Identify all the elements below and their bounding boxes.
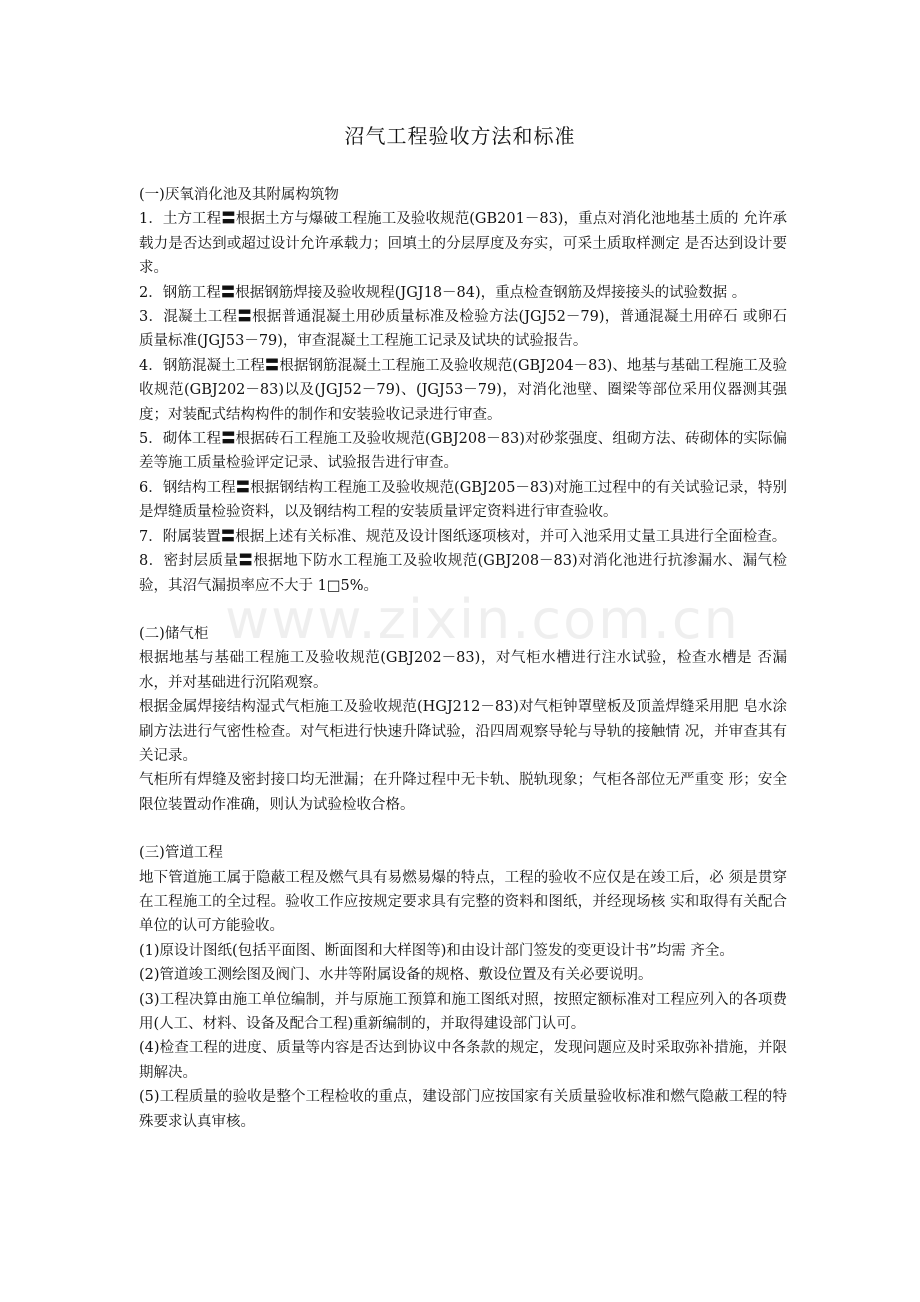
paragraph: (1)原设计图纸(包括平面图、断面图和大样图等)和由设计部门签发的变更设计书”均需 齐全。 [139, 942, 734, 959]
paragraph: (3)工程决算由施工单位编制，并与原施工预算和施工图纸对照，按照定额标准对工程应列入的各项费用(人工、材料、设备及配合工程)重新编制的，并取得建设部门认可。 [139, 991, 787, 1032]
paragraph: 7．附属装置〓根据上述有关标准、规范及设计图纸逐项核对，并可入池采用丈量工具进行全面检查。 [139, 528, 787, 545]
paragraph: 8．密封层质量〓根据地下防水工程施工及验收规范(GBJ208－83)对消化池进行抗渗漏水、漏气检验，其沼气漏损率应不大于 1□5%。 [139, 553, 787, 594]
paragraph: 气柜所有焊缝及密封接口均无泄漏；在升降过程中无卡轨、脱轨现象；气柜各部位无严重变 形；安全限位装置动作准确，则认为试验检收合格。 [139, 772, 787, 813]
paragraph: 6．钢结构工程〓根据钢结构工程施工及验收规范(GBJ205－83)对施工过程中的有关试验记录，特别是焊缝质量检验资料，以及钢结构工程的安装质量评定资料进行审查验收。 [139, 479, 787, 521]
section-heading-2: (二)储气柜 [139, 625, 209, 642]
watermark-text: www.zixin.com.cn [225, 588, 740, 651]
section-heading-3: (三)管道工程 [139, 845, 223, 862]
paragraph: 地下管道施工属于隐蔽工程及燃气具有易燃易爆的特点，工程的验收不应仅是在竣工后，必 须是贯穿在工程施工的全过程。验收工作应按规定要求具有完整的资料和图纸，并经现场核 实和取得有关配合单位的认可方能验收。 [139, 869, 787, 935]
page-title: 沼气工程验收方法和标准 [344, 124, 576, 148]
paragraph: (2)管道竣工测绘图及阀门、水井等附属设备的规格、敷设位置及有关必要说明。 [139, 967, 653, 984]
document-body [139, 183, 787, 1134]
paragraph: 1．土方工程〓根据土方与爆破工程施工及验收规范(GB201－83)，重点对消化池地基土质的 允许承载力是否达到或超过设计允许承载力；回填土的分层厚度及夯实，可采土质取样测定 是否达到设计要求。 [139, 211, 787, 277]
section-heading-1: (一)厌氧消化池及其附属构筑物 [139, 187, 339, 203]
paragraph: 2．钢筋工程〓根据钢筋焊接及验收规程(JGJ18－84)，重点检查钢筋及焊接接头的试验数据 。 [139, 284, 747, 301]
paragraph: (5)工程质量的验收是整个工程检收的重点，建设部门应按国家有关质量验收标准和燃气隐蔽工程的特殊要求认真审核。 [139, 1089, 787, 1130]
paragraph: 根据金属焊接结构湿式气柜施工及验收规范(HGJ212－83)对气柜钟罩壁板及顶盖焊缝采用肥 皂水涂刷方法进行气密性检查。对气柜进行快速升降试验，沿四周观察导轮与导轨的接触情 况，并审查其有关记录。 [139, 699, 787, 764]
paragraph: 根据地基与基础工程施工及验收规范(GBJ202－83)，对气柜水槽进行注水试验，检查水槽是 否漏水，并对基础进行沉陷观察。 [139, 650, 787, 691]
paragraph: 5．砌体工程〓根据砖石工程施工及验收规范(GBJ208－83)对砂浆强度、组砌方法、砖砌体的实际偏差等施工质量检验评定记录、试验报告进行审查。 [139, 431, 787, 472]
paragraph: 3．混凝土工程〓根据普通混凝土用砂质量标准及检验方法(JGJ52－79)，普通混凝土用碎石 或卵石质量标准(JGJ53－79)，审查混凝土工程施工记录及试块的试验报告。 [139, 309, 787, 350]
section-gap [139, 817, 787, 841]
paragraph: (4)检查工程的进度、质量等内容是否达到协议中各条款的规定，发现问题应及时采取弥补措施，并限期解决。 [139, 1040, 787, 1081]
section-gap [139, 598, 787, 622]
paragraph: 4．钢筋混凝土工程〓根据钢筋混凝土工程施工及验收规范(GBJ204－83)、地基与基础工程施工及验收规范(GBJ202－83)以及(JGJ52－79)、(JGJ53－79)，对消化池壁、圈梁等部位采用仪器测其强度；对装配式结构构件的制作和安装验收记录进行审查。 [139, 357, 787, 423]
